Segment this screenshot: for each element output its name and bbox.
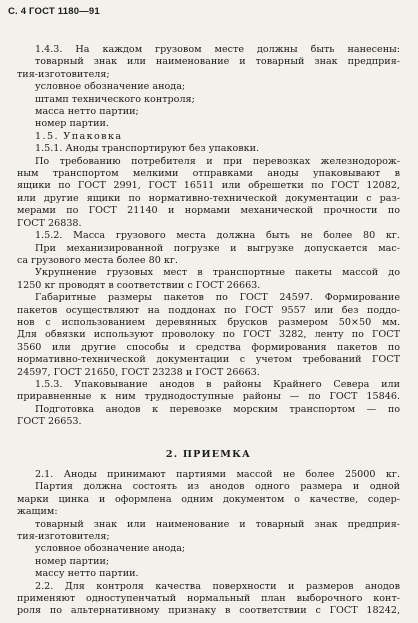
text-line: нормативно-технической документации с учетом требований ГОСТ [17, 354, 400, 366]
text-line: роля по альтернативному признаку в соответствии с ГОСТ 18242, [17, 605, 400, 617]
spacer [17, 429, 400, 449]
text-line: Укрупнение грузовых мест в транспортные пакеты массой до [35, 267, 400, 279]
text-line: При механизированной погрузке и выгрузке допускается мас- [35, 242, 400, 254]
text-line: приравненные к ним труднодоступные районы — по ГОСТ 15846. [17, 391, 400, 403]
text-line: ящики по ГОСТ 2991, ГОСТ 16511 или обрешетки по ГОСТ 12082, [17, 180, 400, 192]
text-line: 2.1. Аноды принимают партиями массой не более 25000 кг. [35, 469, 400, 480]
text-line: товарный знак или наименование и товарный знак предприя- [35, 518, 400, 530]
text-line: По требованию потребителя и при перевозках железнодорож- [35, 155, 400, 167]
text-line: 3560 или другие способы и средства формирования пакетов по [17, 341, 400, 353]
text-line: ГОСТ 26838. [17, 217, 82, 229]
text-line: масса нетто партии; [35, 106, 139, 118]
document-body [17, 44, 400, 618]
text-line: 24597, ГОСТ 21650, ГОСТ 23238 и ГОСТ 26663. [17, 366, 260, 378]
text-line: Подготовка анодов к перевозке морским транспортом — по [35, 403, 400, 415]
text-line: номер партии. [35, 118, 109, 130]
text-line: мерами по ГОСТ 21140 и нормами механической прочности по [17, 205, 400, 217]
text-line: 1250 кг проводят в соответствии с ГОСТ 26663. [17, 279, 261, 291]
section-heading: 2. ПРИЕМКА [165, 448, 252, 460]
text-line: марки цинка и оформлена одним документом о качестве, содер- [17, 493, 400, 505]
text-line: са грузового места более 80 кг. [17, 254, 178, 266]
text-line: нов с использованием деревянных брусков размером 50×50 мм. [17, 316, 400, 328]
text-line: штамп технического контроля; [35, 93, 195, 105]
text-line: массу нетто партии. [35, 568, 139, 580]
text-line: 2.2. Для контроля качества поверхности и размеров анодов [35, 580, 400, 592]
text-line: применяют одноступенчатый нормальный план выборочного конт- [17, 593, 400, 605]
text-line: номер партии; [35, 555, 110, 567]
text-line: тия-изготовителя; [17, 531, 110, 543]
text-line: 1.4.3. На каждом грузовом месте должны быть нанесены: [35, 44, 400, 55]
text-line: Для обвязки используют проволоку по ГОСТ 3282, ленту по ГОСТ [17, 329, 400, 341]
text-line: 1.5.2. Масса грузового места должна быть не более 80 кг. [35, 230, 400, 242]
text-line: Партия должна состоять из анодов одного размера и одной [35, 481, 400, 493]
text-line: товарный знак или наименование и товарный знак предприя- [35, 56, 400, 68]
text-line: тия-изготовителя; [17, 68, 110, 80]
text-line: жащим: [17, 506, 58, 518]
text-line: ГОСТ 26653. [17, 416, 82, 428]
text-line: 1.5.1. Аноды транспортируют без упаковки. [35, 143, 260, 155]
text-line: или другие ящики по нормативно-технической документации с раз- [17, 192, 400, 204]
text-line: 1.5. Упаковка [35, 130, 123, 142]
spacer [17, 461, 400, 469]
text-line: условное обозначение анода; [35, 543, 186, 555]
text-line: ным транспортом мелкими отправками аноды упаковывают в [17, 168, 400, 180]
text-line: Габаритные размеры пакетов по ГОСТ 24597. Формирование [35, 292, 400, 304]
text-line: пакетов осуществляют на поддонах по ГОСТ 9557 или без поддо- [17, 304, 400, 316]
text-line: условное обозначение анода; [35, 81, 186, 93]
page-header: С. 4 ГОСТ 1180—91 [8, 6, 100, 17]
text-line: 1.5.3. Упаковывание анодов в районы Крайнего Севера или [35, 378, 400, 390]
